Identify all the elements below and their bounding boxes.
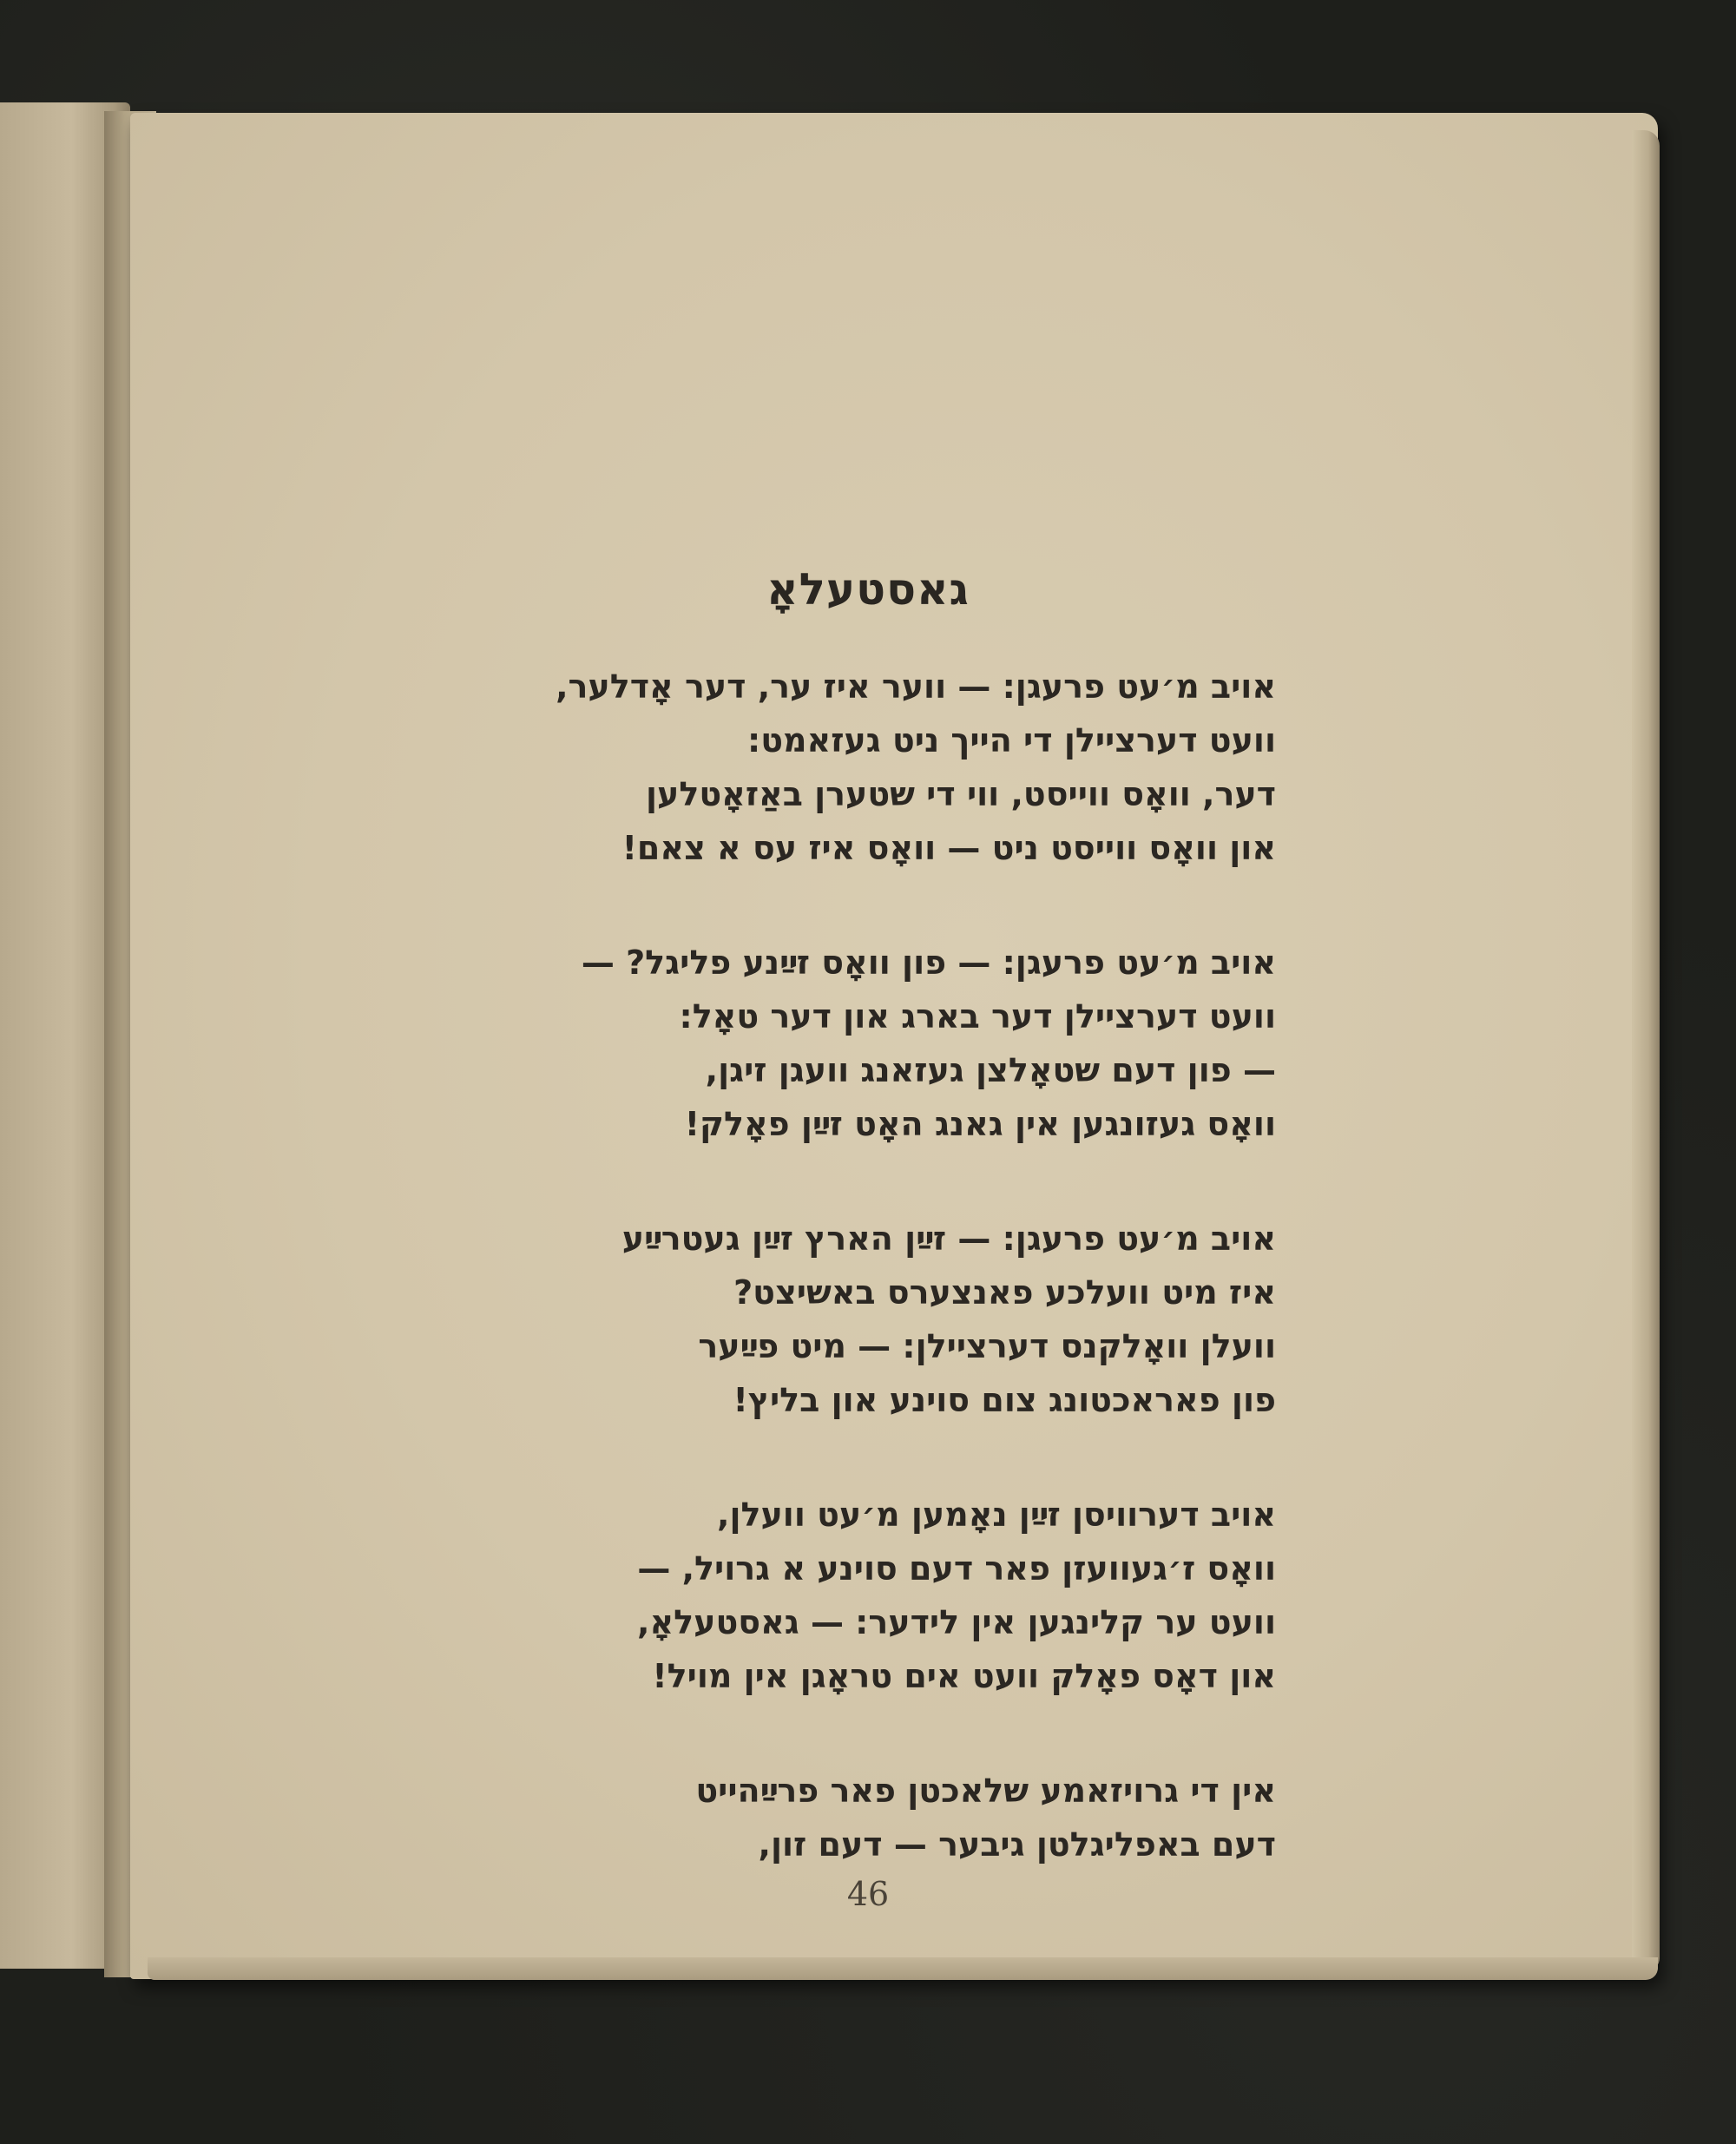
poem-title: גאסטעלאָ xyxy=(766,564,970,615)
stanza xyxy=(408,936,1276,1151)
stanza xyxy=(408,1212,1276,1427)
poem-line: דער, וואָס ווייסט, ווי די שטערן באַזאָטלען xyxy=(646,775,1276,813)
stanza xyxy=(408,1764,1276,1871)
poem-line: אויב דערוויסן זײַן נאָמען מ׳עט וועלן, xyxy=(717,1496,1276,1534)
poem-line: און דאָס פאָלק וועט אים טראָגן אין מויל! xyxy=(652,1657,1276,1695)
page-number: 46 xyxy=(846,1875,890,1913)
poem-line: וואָס ז׳געוועזן פאר דעם סוינע א גרויל, — xyxy=(637,1549,1276,1588)
stanza xyxy=(408,1488,1276,1703)
poem-line: אין די גרויזאמע שלאכטן פאר פרײַהייט xyxy=(695,1772,1276,1810)
poem-line: — פון דעם שטאָלצן געזאנג וועגן זיגן, xyxy=(705,1051,1276,1089)
poem-line: וועט דערציילן די הייך ניט געזאמט: xyxy=(747,721,1276,760)
poem-body xyxy=(408,660,1276,1932)
page-edge xyxy=(1632,130,1660,1970)
poem-line: פון פאראכטונג צום סוינע און בליץ! xyxy=(733,1381,1276,1419)
poem-line: אויב מ׳עט פרעגן: — ווער איז ער, דער אָדלער, xyxy=(556,668,1276,706)
poem-line: דעם באפליגלטן גיבער — דעם זון, xyxy=(758,1825,1276,1864)
poem-line: וואָס געזונגען אין גאנג האָט זײַן פאָלק! xyxy=(684,1105,1276,1143)
poem-line: וועלן וואָלקנס דערציילן: — מיט פײַער xyxy=(698,1327,1276,1365)
stanza xyxy=(408,660,1276,875)
poem-line: וועט ער קלינגען אין לידער: — גאסטעלאָ, xyxy=(637,1603,1276,1641)
poem-line: אויב מ׳עט פרעגן: — פון וואָס זײַנע פליגל? — xyxy=(581,944,1276,982)
poem-line: און וואָס ווייסט ניט — וואָס איז עס א צאם! xyxy=(621,829,1276,867)
poem-line: אויב מ׳עט פרעגן: — זײַן הארץ זײַן געטרײַע xyxy=(621,1220,1276,1258)
poem-line: וועט דערציילן דער בארג און דער טאָל: xyxy=(679,997,1276,1036)
poem-line: איז מיט וועלכע פאנצערס באשיצט? xyxy=(733,1273,1276,1312)
page-bottom-edge xyxy=(148,1957,1658,1980)
